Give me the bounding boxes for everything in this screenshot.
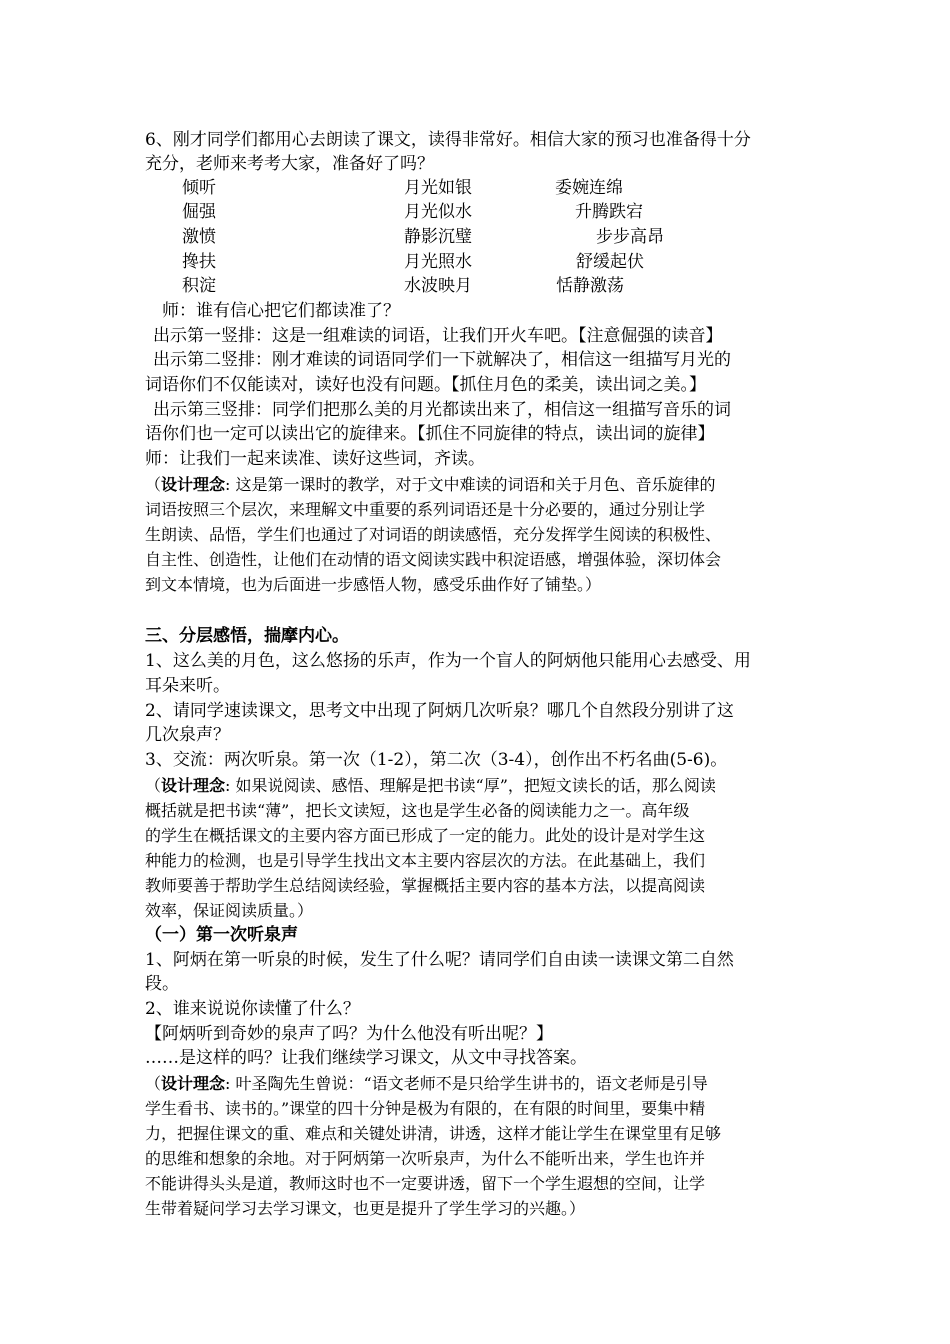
word-col1-4: 搀扶	[182, 252, 216, 272]
subsection-1-item-1-line-2: 段。	[145, 974, 179, 994]
design-note-3-line-2: 学生看书、读书的。”课堂的四十分钟是极为有限的，在有限的时间里，要集中精	[145, 1099, 706, 1118]
open-paren: （	[145, 475, 162, 494]
subsection-1-heading: （一）第一次听泉声	[145, 925, 298, 945]
subsection-1-item-1-line-1: 1、阿炳在第一听泉的时候，发生了什么呢？请同学们自由读一读课文第二自然	[145, 950, 734, 970]
design-note-1-line-4: 自主性、创造性，让他们在动情的语文阅读实践中积淀语感，增强体验，深切体会	[145, 550, 722, 569]
design-note-label: 设计理念	[161, 776, 226, 795]
word-col3-4: 舒缓起伏	[576, 252, 644, 272]
word-col3-5: 恬静激荡	[556, 276, 624, 296]
design-note-3-line-5: 不能讲得头头是道，教师这时也不一定要讲透，留下一个学生遐想的空间，让学	[145, 1174, 706, 1193]
design-note-label: 设计理念	[161, 1074, 226, 1093]
design-note-label: 设计理念	[161, 475, 226, 494]
design-note-2-line-6: 效率，保证阅读质量。）	[145, 901, 314, 920]
design-note-3-line-3: 力，把握住课文的重、难点和关键处讲清，讲透，这样才能让学生在课堂里有足够	[145, 1124, 722, 1143]
show-column-2-line-1: 出示第二竖排：刚才难读的词语同学们一下就解决了，相信这一组描写月光的	[153, 350, 731, 370]
show-column-1: 出示第一竖排：这是一组难读的词语，让我们开火车吧。【注意倔强的读音】	[153, 326, 723, 346]
word-col3-2: 升腾跌宕	[575, 202, 643, 222]
show-column-3-line-2: 语你们也一定可以读出它的旋律来。【抓住不同旋律的特点，读出词的旋律】	[145, 424, 715, 444]
show-column-2-line-2: 词语你们不仅能读对，读好也没有问题。【抓住月色的柔美，读出词之美。】	[145, 375, 706, 395]
design-note-2-line-1	[145, 774, 716, 798]
word-col2-5: 水波映月	[404, 276, 472, 296]
design-note-2-line-3: 的学生在概括课文的主要内容方面已形成了一定的能力。此处的设计是对学生这	[145, 826, 706, 845]
word-col3-1: 委婉连绵	[555, 178, 623, 198]
teacher-read-together: 师：让我们一起来读准、读好这些词，齐读。	[145, 449, 485, 469]
subsection-1-question: 【阿炳听到奇妙的泉声了吗？为什么他没有听出呢？】	[145, 1024, 553, 1044]
design-note-text: : 如果说阅读、感悟、理解是把书读“厚”，把短文读长的话，那么阅读	[225, 776, 716, 795]
word-col2-1: 月光如银	[404, 178, 472, 198]
teacher-question: 师：谁有信心把它们都读准了？	[162, 301, 400, 321]
section-3-item-1-line-2: 耳朵来听。	[145, 676, 230, 696]
open-paren: （	[145, 776, 162, 795]
design-note-text: : 叶圣陶先生曾说：“语文老师不是只给学生讲书的，语文老师是引导	[225, 1074, 708, 1093]
word-col1-1: 倾听	[182, 178, 216, 198]
design-note-3-line-1	[145, 1072, 708, 1096]
design-note-3-line-6: 生带着疑问学习去学习课文，也更是提升了学生学习的兴趣。）	[145, 1199, 586, 1218]
word-col1-2: 倔强	[182, 202, 216, 222]
section-3-item-2-line-1: 2、请同学速读课文，思考文中出现了阿炳几次听泉？哪几个自然段分别讲了这	[145, 701, 734, 721]
section-3-item-2-line-2: 几次泉声？	[145, 725, 230, 745]
design-note-1-line-5: 到文本情境，也为后面进一步感悟人物，感受乐曲作好了铺垫。）	[145, 575, 602, 594]
design-note-2-line-5: 教师要善于帮助学生总结阅读经验，掌握概括主要内容的基本方法，以提高阅读	[145, 876, 706, 895]
word-col1-5: 积淀	[182, 276, 216, 296]
paragraph-6-line-1: 6、刚才同学们都用心去朗读了课文，读得非常好。相信大家的预习也准备得十分	[145, 130, 751, 150]
design-note-1-line-1	[145, 473, 716, 497]
section-3-item-1-line-1: 1、这么美的月色，这么悠扬的乐声，作为一个盲人的阿炳他只能用心去感受、用	[145, 651, 751, 671]
open-paren: （	[145, 1074, 162, 1093]
word-col1-3: 激愤	[182, 227, 216, 247]
design-note-2-line-2: 概括就是把书读“薄”，把长文读短，这也是学生必备的阅读能力之一。高年级	[145, 801, 690, 820]
section-3-item-3: 3、交流：两次听泉。第一次（1-2），第二次（3-4），创作出不朽名曲(5-6)。	[145, 750, 728, 770]
design-note-1-line-3: 生朗读、品悟，学生们也通过了对词语的朗读感悟，充分发挥学生阅读的积极性、	[145, 525, 722, 544]
paragraph-6-line-2: 充分，老师来考考大家，准备好了吗？	[145, 154, 434, 174]
subsection-1-continue: ……是这样的吗？让我们继续学习课文，从文中寻找答案。	[145, 1048, 587, 1068]
word-col2-3: 静影沉璧	[404, 227, 472, 247]
section-3-heading: 三、分层感悟，揣摩内心。	[145, 626, 349, 646]
subsection-1-item-2: 2、谁来说说你读懂了什么？	[145, 999, 360, 1019]
design-note-1-line-2: 词语按照三个层次，来理解文中重要的系列词语还是十分必要的，通过分别让学	[145, 500, 706, 519]
word-col2-2: 月光似水	[404, 202, 472, 222]
design-note-2-line-4: 种能力的检测，也是引导学生找出文本主要内容层次的方法。在此基础上，我们	[145, 851, 706, 870]
word-col2-4: 月光照水	[404, 252, 472, 272]
design-note-text: : 这是第一课时的教学，对于文中难读的词语和关于月色、音乐旋律的	[225, 475, 716, 494]
word-col3-3: 步步高昂	[596, 227, 664, 247]
design-note-3-line-4: 的思维和想象的余地。对于阿炳第一次听泉声，为什么不能听出来，学生也许并	[145, 1149, 706, 1168]
show-column-3-line-1: 出示第三竖排：同学们把那么美的月光都读出来了，相信这一组描写音乐的词	[153, 400, 731, 420]
